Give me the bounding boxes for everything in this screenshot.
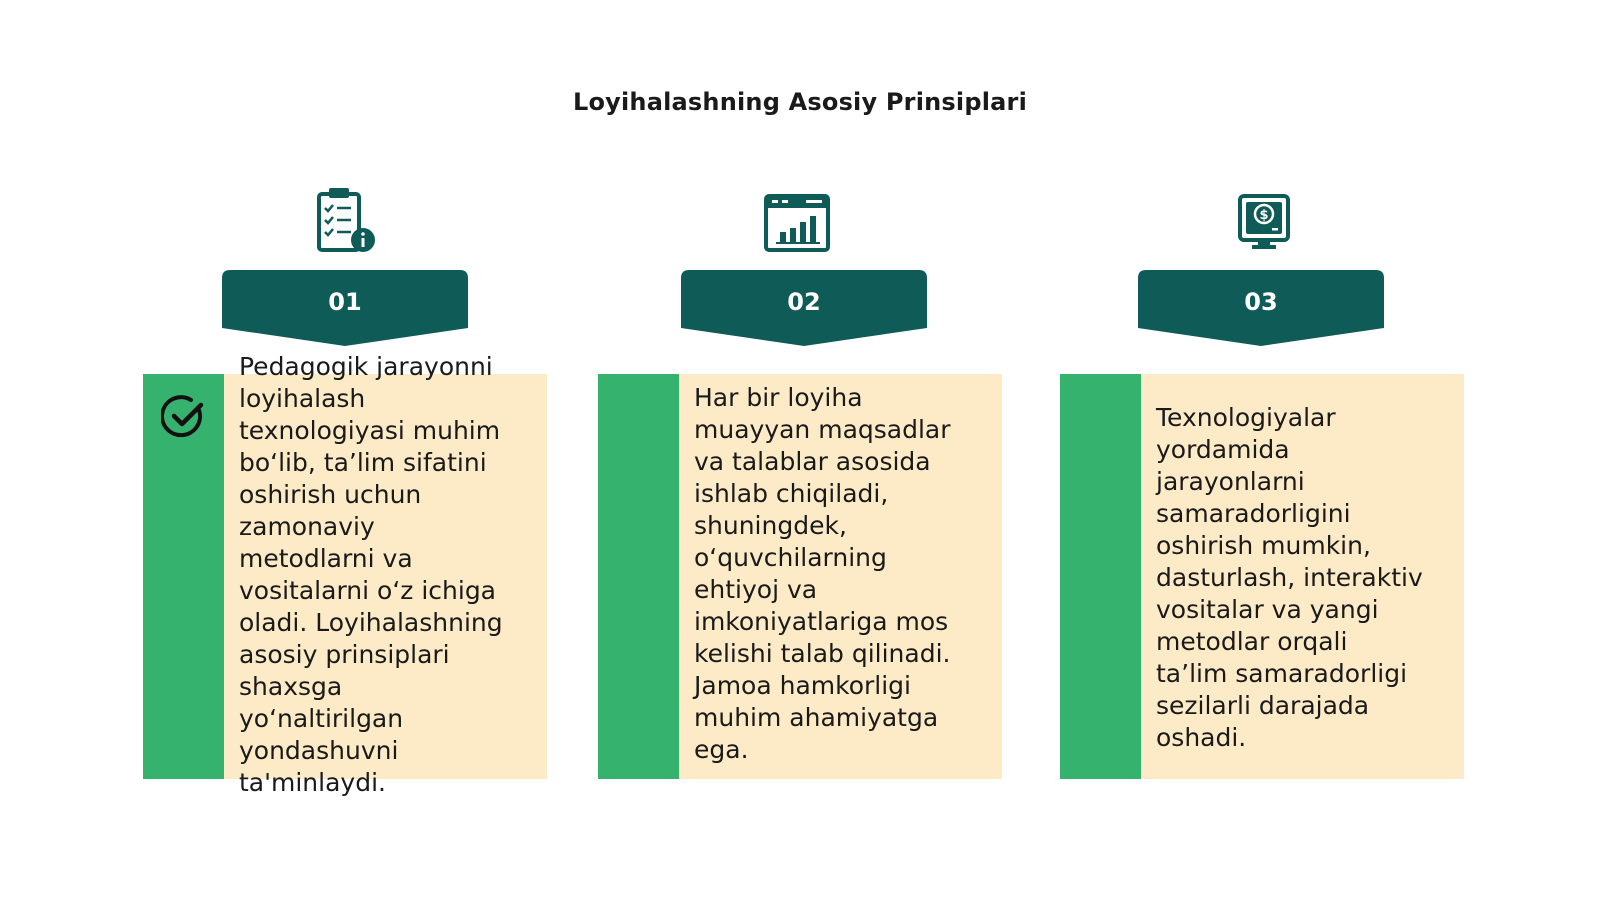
principle-card-1 — [143, 0, 547, 900]
content-panel — [598, 374, 1002, 779]
content-panel — [1060, 374, 1464, 779]
accent-bar — [598, 374, 679, 779]
principle-text: Texnologiyalar yordamida jarayonlarni samaradorligini oshirish mumkin, dasturlash, interaktiv vositalar va yangi metodlar orqali ta’lim samaradorligi sezilarli darajada oshadi. — [1156, 403, 1423, 752]
clipboard-checklist-info-icon — [311, 186, 391, 256]
principle-card-3 — [1060, 0, 1464, 900]
step-number: 03 — [1244, 288, 1278, 316]
svg-text:$: $ — [1259, 208, 1269, 223]
step-badge — [681, 270, 927, 346]
analytics-dashboard-icon — [760, 186, 840, 256]
step-number: 01 — [328, 288, 362, 316]
content-panel — [143, 352, 547, 797]
dollar-monitor-icon — [1236, 186, 1316, 256]
principle-card-2 — [598, 0, 1002, 900]
accent-bar — [1060, 374, 1141, 779]
page-title: Loyihalashning Asosiy Prinsiplari — [572, 88, 1028, 116]
accent-bar — [143, 374, 224, 779]
check-circle-icon — [161, 394, 207, 440]
step-number: 02 — [787, 288, 821, 316]
principle-text: Pedagogik jarayonni loyihalash texnologiyasi muhim bo‘lib, ta’lim sifatini oshirish uchun zamonaviy metodlarni va vositalarni o‘z ichiga oladi. Loyihalashning asosiy prinsiplari shaxsga yo‘naltirilgan yondashuvni ta'minlaydi. — [239, 352, 503, 797]
principle-text: Har bir loyiha muayyan maqsadlar va talablar asosida ishlab chiqiladi, shuningdek, o‘quvchilarning ehtiyoj va imkoniyatlariga mos kelishi talab qilinadi. Jamoa hamkorligi muhim ahamiyatga ega. — [694, 383, 951, 764]
step-badge — [1138, 270, 1384, 346]
step-badge — [222, 270, 468, 346]
